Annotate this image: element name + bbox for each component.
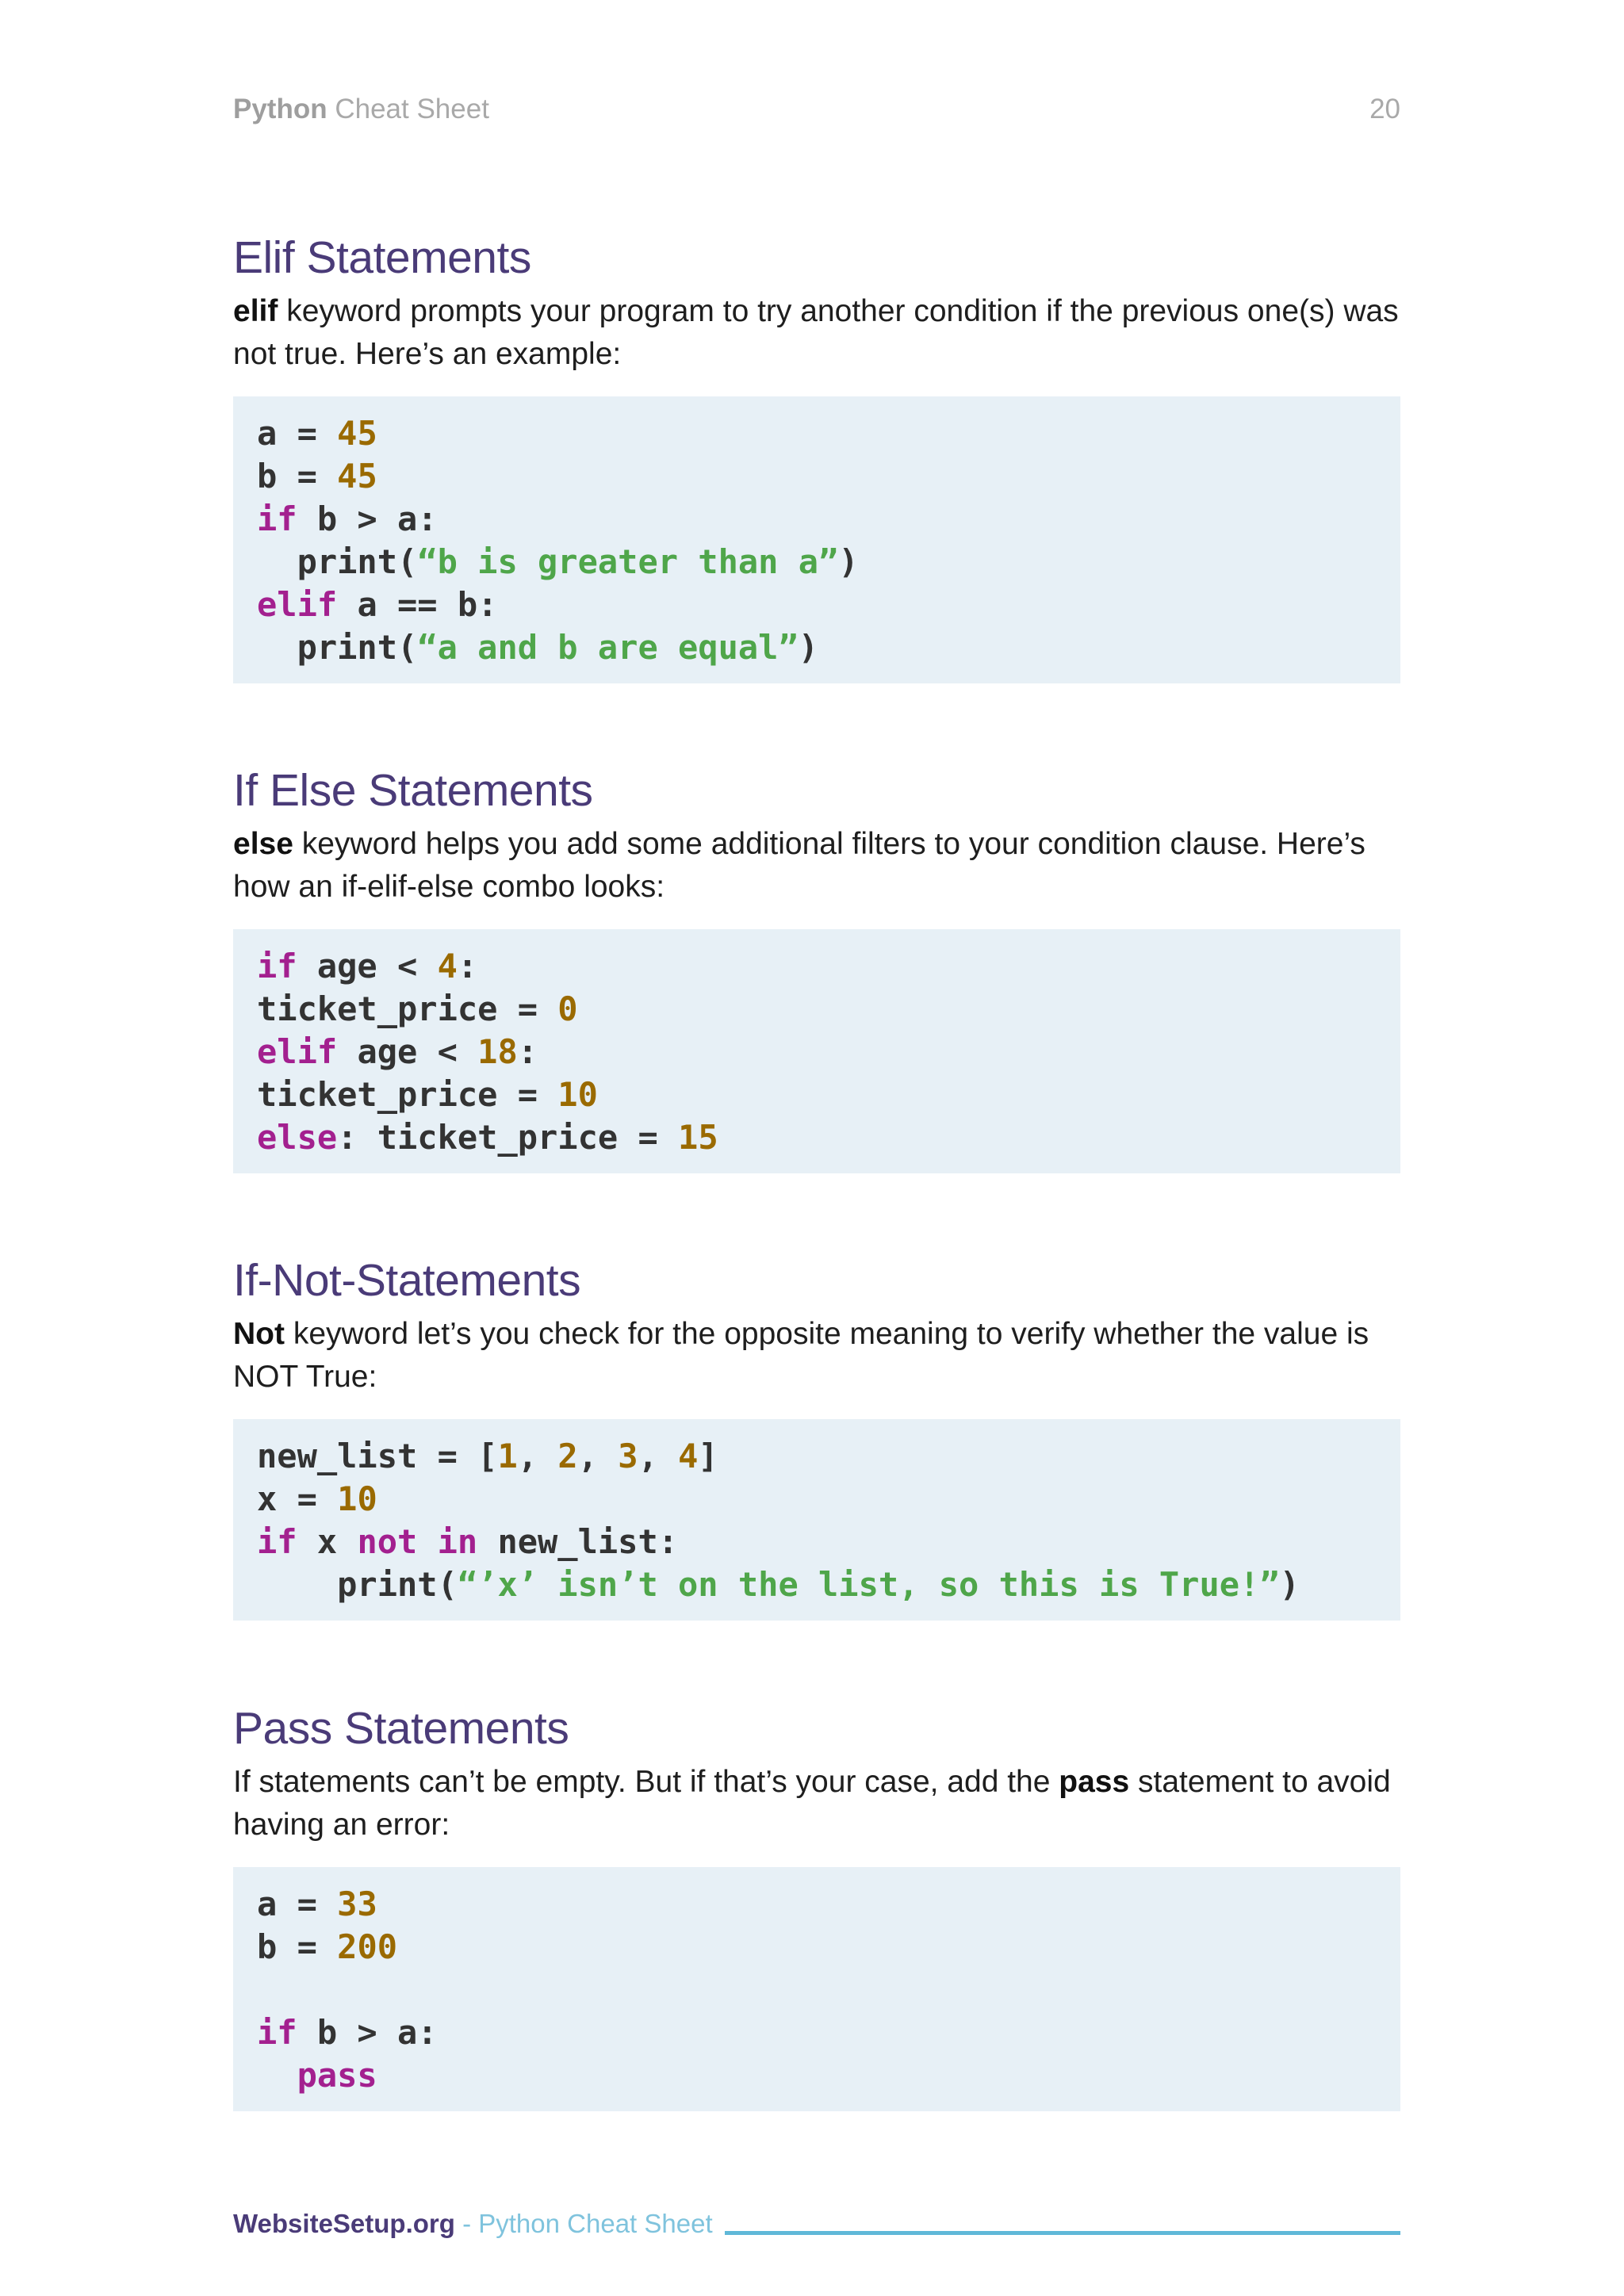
code-token-num: 45 <box>337 457 377 496</box>
code-line <box>257 1116 1377 1159</box>
code-token-plain: , <box>577 1437 619 1475</box>
code-token-plain: ticket_price = <box>257 989 558 1028</box>
code-token-plain: b > a: <box>297 2013 438 2052</box>
footer-divider <box>725 2231 1400 2235</box>
header-title-rest: Cheat Sheet <box>327 94 489 124</box>
code-token-plain: new_list = [ <box>257 1437 498 1475</box>
code-line <box>257 1478 1377 1521</box>
code-token-num: 0 <box>557 989 578 1028</box>
code-token-num: 33 <box>337 1885 377 1923</box>
code-line <box>257 2054 1377 2097</box>
code-line <box>257 412 1377 455</box>
description-text-pre: If statements can’t be empty. But if that’s your case, add the <box>233 1765 1059 1799</box>
code-block <box>233 1419 1400 1621</box>
code-token-plain: , <box>638 1437 679 1475</box>
code-line <box>257 1031 1377 1073</box>
description-text: keyword let’s you check for the opposite meaning to verify whether the value is NOT True: <box>233 1317 1369 1394</box>
code-line <box>257 498 1377 541</box>
code-token-plain: b = <box>257 457 338 496</box>
code-token-num: 18 <box>477 1032 518 1071</box>
code-line <box>257 1435 1377 1478</box>
code-token-kw: else <box>257 1118 338 1157</box>
footer-separator: - <box>454 2209 479 2238</box>
code-token-str: “’x’ isn’t on the list, so this is True!” <box>457 1565 1280 1604</box>
code-block <box>233 396 1400 683</box>
code-token-plain: new_list: <box>477 1522 679 1561</box>
code-token-plain: age < <box>297 947 438 985</box>
footer-site-name: WebsiteSetup.org <box>233 2209 455 2238</box>
code-token-plain: x <box>297 1522 358 1561</box>
section-elif <box>233 230 1400 683</box>
code-line <box>257 1073 1377 1116</box>
code-token-str: “a and b are equal” <box>417 628 799 667</box>
section-heading: If-Not-Statements <box>233 1255 581 1306</box>
description-keyword: elif <box>233 294 278 328</box>
code-token-num: 1 <box>497 1437 518 1475</box>
code-token-plain: , <box>517 1437 558 1475</box>
page-footer <box>233 2209 1400 2253</box>
section-pass <box>233 1701 1400 2111</box>
code-token-kw: elif <box>257 585 338 624</box>
section-heading: Elif Statements <box>233 232 531 283</box>
code-token-plain: b = <box>257 1927 338 1966</box>
code-line <box>257 988 1377 1031</box>
code-token-plain: a == b: <box>337 585 498 624</box>
code-token-plain: a = <box>257 414 338 453</box>
description-keyword: Not <box>233 1317 285 1351</box>
code-line <box>257 2011 1377 2054</box>
code-line <box>257 1926 1377 1969</box>
code-line <box>257 1563 1377 1606</box>
code-line <box>257 945 1377 988</box>
code-token-plain: ) <box>1279 1565 1300 1604</box>
header-title-bold: Python <box>233 94 327 124</box>
section-description <box>233 823 1400 909</box>
code-token-num: 4 <box>678 1437 699 1475</box>
code-token-plain: : <box>517 1032 538 1071</box>
description-text: keyword prompts your program to try another condition if the previous one(s) was not true. Here’s an example: <box>233 294 1399 371</box>
page-number: 20 <box>1369 94 1400 124</box>
code-line <box>257 1883 1377 1926</box>
code-token-str: “b is greater than a” <box>417 542 839 581</box>
description-text: keyword helps you add some additional filters to your condition clause. Here’s how an if-elif-else combo looks: <box>233 827 1365 904</box>
code-token-num: 3 <box>618 1437 638 1475</box>
code-token-num: 2 <box>557 1437 578 1475</box>
code-token-plain: print( <box>257 628 418 667</box>
code-token-num: 4 <box>437 947 458 985</box>
code-token-kw: pass <box>297 2056 377 2095</box>
section-description <box>233 1761 1400 1846</box>
code-token-plain: ] <box>698 1437 718 1475</box>
code-block <box>233 929 1400 1173</box>
footer-doc-title: Python Cheat Sheet <box>478 2209 713 2238</box>
code-token-plain: a = <box>257 1885 338 1923</box>
code-token-plain: b > a: <box>297 499 438 538</box>
code-token-plain: : ticket_price = <box>337 1118 679 1157</box>
code-token-kw: if <box>257 2013 297 2052</box>
section-if-not <box>233 1253 1400 1621</box>
code-token-num: 45 <box>337 414 377 453</box>
description-keyword: else <box>233 827 293 861</box>
code-token-plain: print( <box>257 1565 458 1604</box>
code-token-num: 200 <box>337 1927 398 1966</box>
code-line <box>257 584 1377 626</box>
code-line <box>257 455 1377 498</box>
code-token-plain: ) <box>798 628 819 667</box>
code-token-plain: : <box>457 947 478 985</box>
section-heading: Pass Statements <box>233 1703 569 1754</box>
code-token-plain: print( <box>257 542 418 581</box>
code-token-plain: ticket_price = <box>257 1075 558 1114</box>
code-block <box>233 1867 1400 2111</box>
code-line <box>257 1969 1377 2011</box>
code-token-plain: ) <box>838 542 859 581</box>
section-if-else <box>233 763 1400 1173</box>
code-token-kw: not in <box>357 1522 478 1561</box>
code-token-kw: if <box>257 499 297 538</box>
code-token-plain: age < <box>337 1032 478 1071</box>
code-token-num: 10 <box>337 1479 377 1518</box>
code-token-num: 10 <box>557 1075 598 1114</box>
section-description <box>233 1313 1400 1399</box>
code-line <box>257 626 1377 669</box>
code-line <box>257 1521 1377 1563</box>
code-token-plain: x = <box>257 1479 338 1518</box>
page-header <box>233 94 1400 135</box>
code-token-kw: if <box>257 1522 297 1561</box>
header-title <box>233 94 489 125</box>
description-text: statement to avoid having an error: <box>233 1765 1391 1842</box>
description-keyword: pass <box>1059 1765 1130 1799</box>
section-heading: If Else Statements <box>233 765 593 816</box>
code-token-plain <box>257 2056 297 2095</box>
code-token-kw: if <box>257 947 297 985</box>
section-description <box>233 290 1400 376</box>
code-token-kw: elif <box>257 1032 338 1071</box>
code-line <box>257 541 1377 584</box>
code-token-num: 15 <box>678 1118 718 1157</box>
